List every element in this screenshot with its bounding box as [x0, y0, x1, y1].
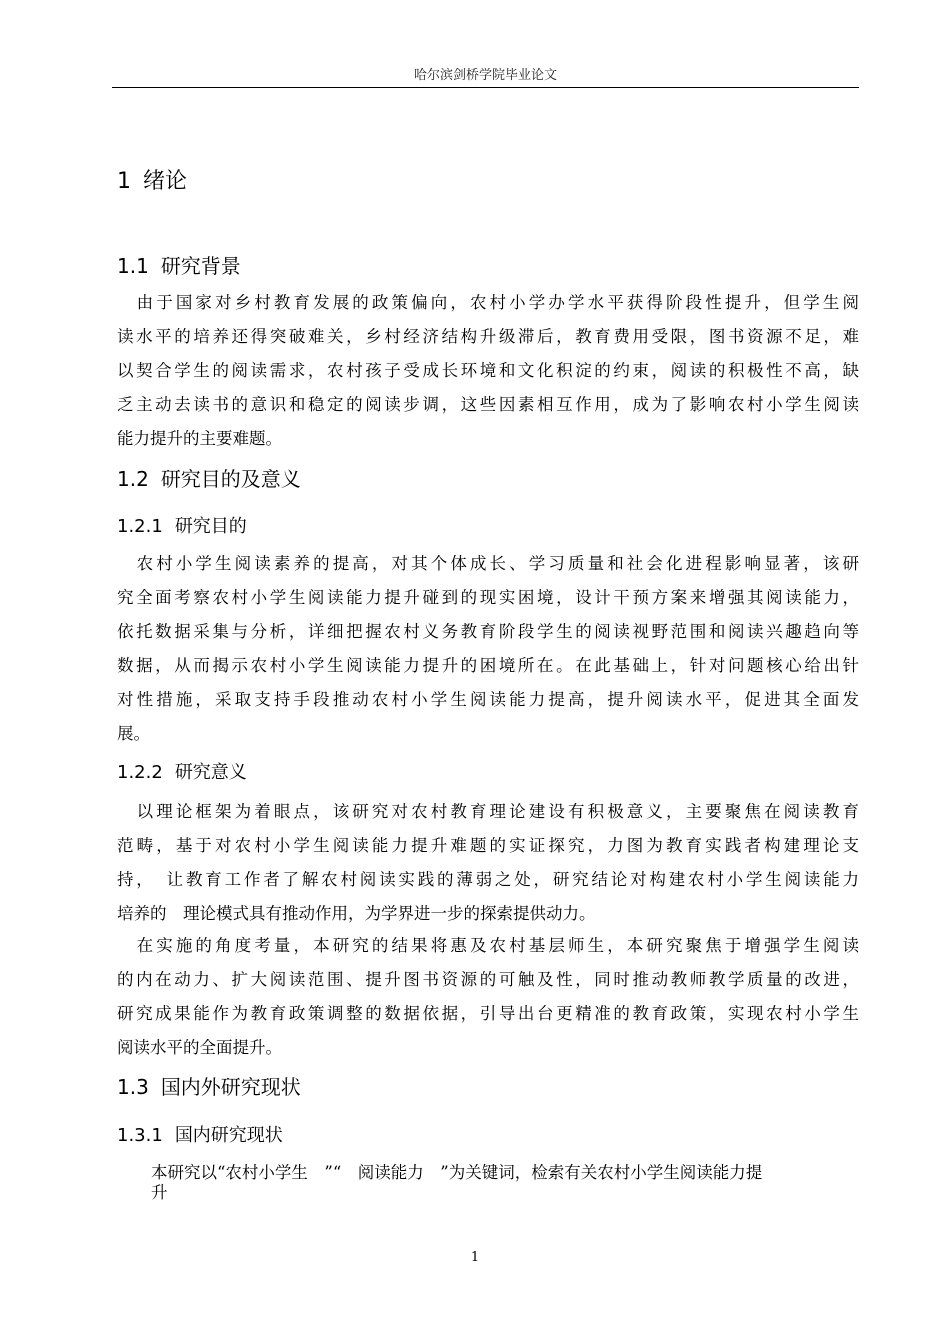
section-number: 1.2	[117, 467, 149, 491]
paragraph-research-significance-theory	[117, 795, 859, 931]
text-line: 依托数据采集与分析，详细把握农村义务教育阶段学生的阅读视野范围和阅读兴趣趋向等	[117, 622, 859, 641]
chapter-title: 绪论	[143, 169, 188, 194]
chapter-heading	[117, 164, 187, 195]
text-line: 由于国家对乡村教育发展的政策偏向，农村小学办学水平获得阶段性提升，但学生阅	[117, 293, 859, 312]
text-line: 范畴，基于对农村小学生阅读能力提升难题的实证探究，力图为教育实践者构建理论支	[117, 836, 859, 855]
text-line: 本研究以“农村小学生 ”“ 阅读能力 ”为关键词，检索有关农村小学生阅读能力提	[151, 1163, 763, 1182]
text-line: 持， 让教育工作者了解农村阅读实践的薄弱之处，研究结论对构建农村小学生阅读能力	[117, 870, 859, 889]
text-line: 以理论框架为着眼点，该研究对农村教育理论建设有积极意义，主要聚焦在阅读教育	[117, 802, 859, 821]
section-1-2-2-heading	[117, 758, 247, 784]
text-line: 究全面考察农村小学生阅读能力提升碰到的现实困境，设计干预方案来增强其阅读能力，	[117, 588, 859, 607]
section-title: 研究目的及意义	[160, 467, 301, 491]
paragraph-research-background	[117, 286, 859, 456]
text-line: 读水平的培养还得突破难关，乡村经济结构升级滞后，教育费用受限，图书资源不足，难	[117, 327, 859, 346]
text-line: 阅读水平的全面提升。	[117, 1038, 282, 1057]
paragraph-research-significance-practice	[117, 929, 859, 1065]
chapter-number: 1	[117, 169, 131, 194]
text-line: 农村小学生阅读素养的提高，对其个体成长、学习质量和社会化进程影响显著，该研	[117, 554, 859, 573]
header-rule	[112, 87, 859, 88]
section-1-2-heading	[117, 463, 301, 492]
text-line: 培养的 理论模式具有推动作用，为学界进一步的探索提供动力。	[117, 904, 596, 923]
section-number: 1.3	[117, 1075, 149, 1099]
text-line: 对性措施，采取支持手段推动农村小学生阅读能力提高，提升阅读水平，促进其全面发	[117, 690, 859, 709]
section-number: 1.2.1	[117, 516, 163, 537]
section-1-3-1-heading	[117, 1121, 283, 1147]
section-title: 研究意义	[174, 762, 247, 783]
section-number: 1.1	[117, 254, 149, 278]
section-title: 研究背景	[160, 254, 241, 278]
section-1-1-heading	[117, 250, 241, 279]
section-number: 1.3.1	[117, 1125, 163, 1146]
text-line: 的内在动力、扩大阅读范围、提升图书资源的可触及性，同时推动教师教学质量的改进，	[117, 970, 859, 989]
page-number: 1	[470, 1250, 480, 1265]
section-title: 研究目的	[174, 516, 247, 537]
text-line: 展。	[117, 724, 150, 743]
section-title: 国内研究现状	[174, 1125, 283, 1146]
text-line: 能力提升的主要难题。	[117, 429, 282, 448]
section-title: 国内外研究现状	[160, 1075, 301, 1099]
running-header: 哈尔滨剑桥学院毕业论文	[413, 68, 557, 83]
paragraph-research-purpose	[117, 547, 859, 751]
text-line: 以契合学生的阅读需求，农村孩子受成长环境和文化积淀的约束，阅读的积极性不高，缺	[117, 361, 859, 380]
section-number: 1.2.2	[117, 762, 163, 783]
text-line: 升	[151, 1183, 168, 1202]
text-line: 数据，从而揭示农村小学生阅读能力提升的困境所在。在此基础上，针对问题核心给出针	[117, 656, 859, 675]
text-line: 乏主动去读书的意识和稳定的阅读步调，这些因素相互作用，成为了影响农村小学生阅读	[117, 395, 859, 414]
text-line: 研究成果能作为教育政策调整的数据依据，引导出台更精准的教育政策，实现农村小学生	[117, 1004, 859, 1023]
text-line: 在实施的角度考量，本研究的结果将惠及农村基层师生，本研究聚焦于增强学生阅读	[117, 936, 859, 955]
section-1-2-1-heading	[117, 512, 247, 538]
paragraph-domestic-research	[151, 1163, 863, 1203]
section-1-3-heading	[117, 1071, 301, 1100]
